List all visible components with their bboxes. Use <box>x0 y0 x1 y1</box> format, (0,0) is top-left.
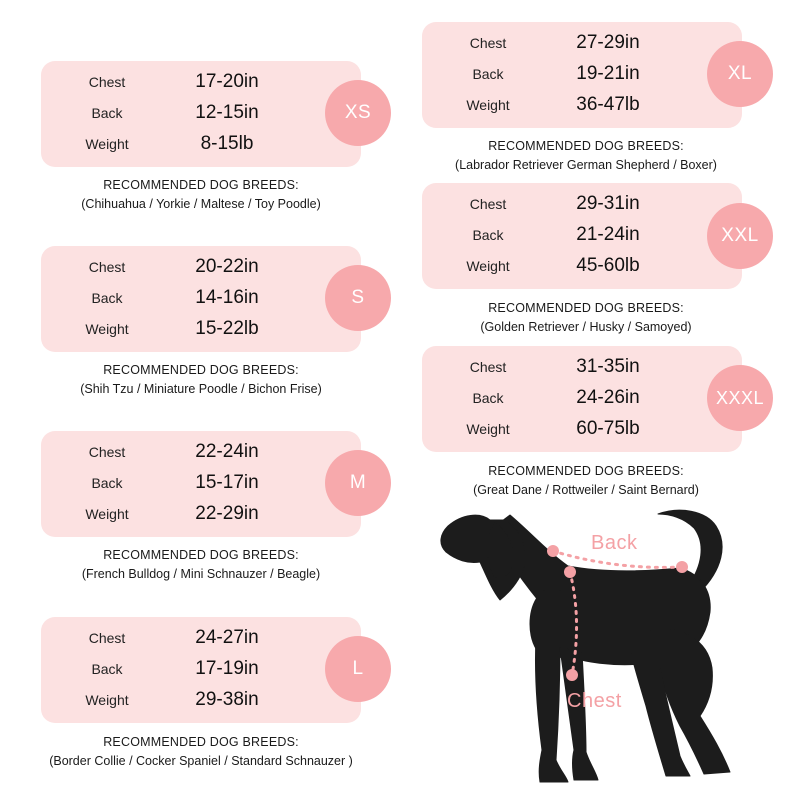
row-back <box>41 657 301 681</box>
back-value: 17-19in <box>195 658 259 679</box>
size-badge-xs: XS <box>325 80 391 146</box>
breed-list: (Golden Retriever / Husky / Samoyed) <box>480 320 692 334</box>
breed-list: (French Bulldog / Mini Schnauzer / Beagle) <box>81 567 321 581</box>
chest-label: Chest <box>469 359 507 375</box>
weight-value: 60-75lb <box>576 418 640 439</box>
chest-label: Chest <box>469 196 507 212</box>
recommended-title: RECOMMENDED DOG BREEDS: <box>488 139 684 153</box>
size-badge-xxxl: XXXL <box>707 365 773 431</box>
size-card-xs <box>41 61 361 167</box>
recommended-title: RECOMMENDED DOG BREEDS: <box>103 548 299 562</box>
row-chest <box>41 440 301 464</box>
chest-value: 31-35in <box>576 356 640 377</box>
weight-value: 15-22lb <box>195 318 259 339</box>
size-badge-s: S <box>325 265 391 331</box>
weight-label: Weight <box>466 97 510 113</box>
recommended-breeds-xxl <box>386 299 786 337</box>
recommended-breeds-m <box>1 546 401 584</box>
measurement-diagram <box>430 500 800 800</box>
row-chest <box>41 626 301 650</box>
size-badge-m: M <box>325 450 391 516</box>
recommended-title: RECOMMENDED DOG BREEDS: <box>488 301 684 315</box>
size-card-m <box>41 431 361 537</box>
row-back <box>41 471 301 495</box>
recommended-breeds-xl <box>386 137 786 175</box>
row-back <box>422 62 682 86</box>
row-weight <box>422 254 682 278</box>
row-weight <box>41 132 301 156</box>
back-value: 14-16in <box>195 287 259 308</box>
back-label: Back <box>91 290 123 306</box>
chest-measure-label: Chest <box>567 690 622 712</box>
size-card-l <box>41 617 361 723</box>
size-badge-xxl: XXL <box>707 203 773 269</box>
chest-label: Chest <box>469 35 507 51</box>
chest-label: Chest <box>88 259 126 275</box>
row-weight <box>41 688 301 712</box>
size-card-xl <box>422 22 742 128</box>
chest-value: 29-31in <box>576 193 640 214</box>
back-value: 21-24in <box>576 224 640 245</box>
back-label: Back <box>91 105 123 121</box>
chest-value: 20-22in <box>195 256 259 277</box>
recommended-title: RECOMMENDED DOG BREEDS: <box>103 735 299 749</box>
breed-list: (Shih Tzu / Miniature Poodle / Bichon Frise) <box>80 382 322 396</box>
row-chest <box>422 192 682 216</box>
row-back <box>41 101 301 125</box>
weight-value: 8-15lb <box>200 133 254 154</box>
recommended-title: RECOMMENDED DOG BREEDS: <box>103 363 299 377</box>
row-chest <box>422 355 682 379</box>
weight-value: 36-47lb <box>576 94 640 115</box>
weight-value: 22-29in <box>195 503 259 524</box>
recommended-title: RECOMMENDED DOG BREEDS: <box>103 178 299 192</box>
back-measure-label: Back <box>591 532 638 554</box>
row-back <box>41 286 301 310</box>
row-back <box>422 386 682 410</box>
row-back <box>422 223 682 247</box>
recommended-breeds-xs <box>1 176 401 214</box>
back-label: Back <box>472 227 504 243</box>
weight-value: 29-38in <box>195 689 259 710</box>
chest-value: 22-24in <box>195 441 259 462</box>
row-weight <box>422 417 682 441</box>
back-value: 15-17in <box>195 472 259 493</box>
back-label: Back <box>91 661 123 677</box>
size-badge-l: L <box>325 636 391 702</box>
chest-value: 17-20in <box>195 71 259 92</box>
breed-list: (Chihuahua / Yorkie / Maltese / Toy Poodle) <box>81 197 321 211</box>
recommended-breeds-s <box>1 361 401 399</box>
back-value: 24-26in <box>576 387 640 408</box>
row-weight <box>41 317 301 341</box>
row-chest <box>422 31 682 55</box>
size-card-xxl <box>422 183 742 289</box>
chest-label: Chest <box>88 74 126 90</box>
recommended-breeds-l <box>1 733 401 771</box>
row-weight <box>422 93 682 117</box>
breed-list: (Great Dane / Rottweiler / Saint Bernard) <box>473 483 699 497</box>
weight-label: Weight <box>85 321 129 337</box>
chest-value: 24-27in <box>195 627 259 648</box>
size-card-xxxl <box>422 346 742 452</box>
recommended-breeds-xxxl <box>386 462 786 500</box>
recommended-title: RECOMMENDED DOG BREEDS: <box>488 464 684 478</box>
back-label: Back <box>472 390 504 406</box>
chest-value: 27-29in <box>576 32 640 53</box>
weight-label: Weight <box>85 136 129 152</box>
row-chest <box>41 255 301 279</box>
weight-value: 45-60lb <box>576 255 640 276</box>
back-label: Back <box>91 475 123 491</box>
weight-label: Weight <box>466 258 510 274</box>
weight-label: Weight <box>85 506 129 522</box>
breed-list: (Border Collie / Cocker Spaniel / Standard Schnauzer ) <box>49 754 353 768</box>
row-chest <box>41 70 301 94</box>
back-label: Back <box>472 66 504 82</box>
weight-label: Weight <box>466 421 510 437</box>
back-value: 19-21in <box>576 63 640 84</box>
row-weight <box>41 502 301 526</box>
chest-label: Chest <box>88 444 126 460</box>
chest-label: Chest <box>88 630 126 646</box>
back-value: 12-15in <box>195 102 259 123</box>
size-card-s <box>41 246 361 352</box>
weight-label: Weight <box>85 692 129 708</box>
breed-list: (Labrador Retriever German Shepherd / Boxer) <box>455 158 717 172</box>
size-badge-xl: XL <box>707 41 773 107</box>
